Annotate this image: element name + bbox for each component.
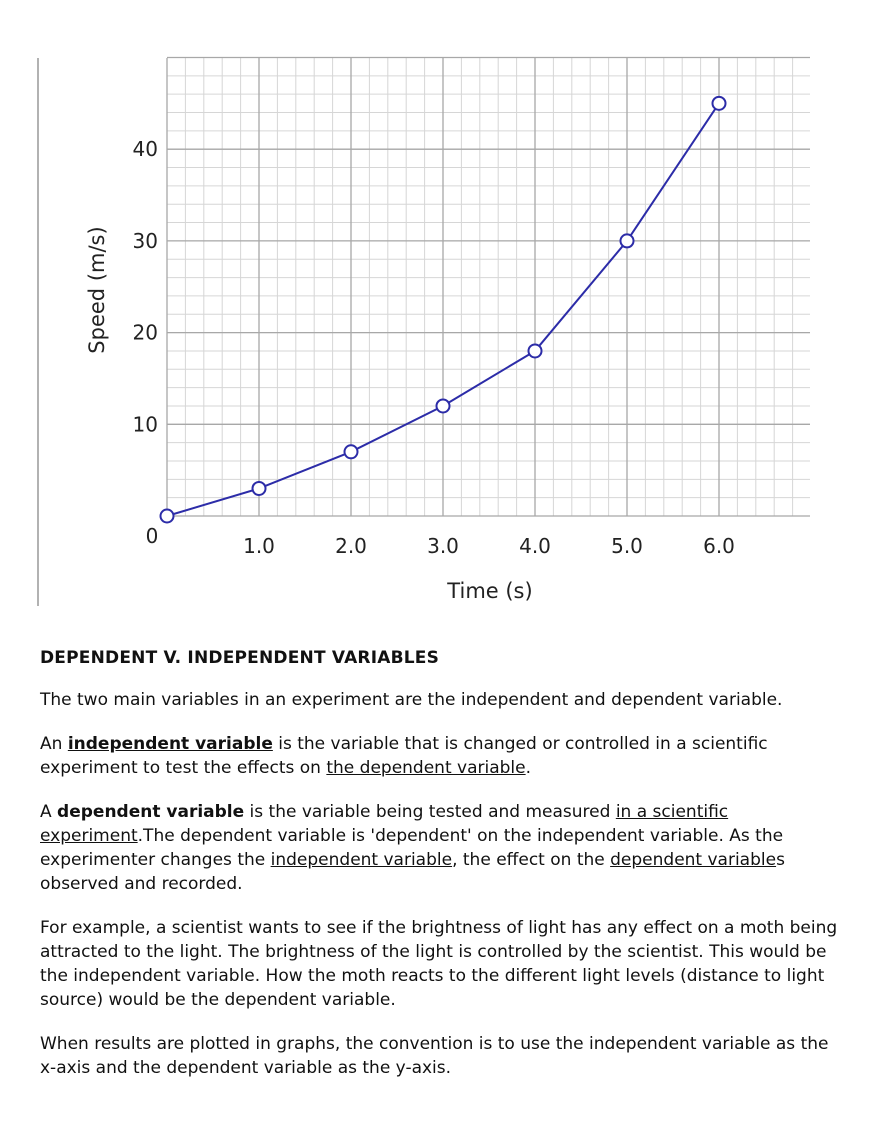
data-point (253, 482, 266, 495)
data-point (345, 445, 358, 458)
x-tick-label: 4.0 (519, 534, 551, 558)
data-point (713, 97, 726, 110)
y-tick-label: 20 (132, 320, 158, 345)
x-axis-label: Time (s) (447, 579, 533, 603)
text-fragment: An (40, 734, 68, 754)
text-fragment: is the variable being tested and measured (244, 802, 616, 822)
y-axis-label: Speed (m/s) (85, 226, 109, 354)
data-point (437, 399, 450, 412)
scientific-experiment-link[interactable]: in a scientific experiment (40, 802, 729, 846)
x-tick-label: 3.0 (427, 534, 459, 558)
dependent-variables-link[interactable]: dependent variable (610, 850, 777, 870)
y-tick-label: 40 (132, 137, 158, 162)
data-point (161, 510, 174, 523)
section-heading: DEPENDENT V. INDEPENDENT VARIABLES (40, 648, 440, 668)
x-tick-label: 5.0 (611, 534, 643, 558)
dependent-variable-link[interactable]: the dependent variable (326, 758, 526, 778)
data-point (621, 234, 634, 247)
data-point (529, 344, 542, 357)
dependent-variable-term: dependent variable (57, 802, 245, 822)
x-tick-label: 1.0 (243, 534, 275, 558)
text-fragment: s observed and recorded. (40, 850, 785, 894)
text-fragment: A (40, 802, 58, 822)
paragraph-intro: The two main variables in an experiment are the independent and dependent variable. (40, 690, 783, 710)
article (40, 646, 840, 1100)
paragraph-dependent (40, 800, 840, 896)
x-tick-label: 2.0 (335, 534, 367, 558)
origin-label: 0 (145, 524, 159, 548)
paragraph-example: For example, a scientist wants to see if the brightness of light has any effect on a moth being attracted to the light. The brightness of the light is controlled by the scientist. This would be the independent variable. How the moth reacts to the different light levels (distance to light source) would be the dependent variable. (40, 918, 838, 1010)
text-fragment: .The dependent variable is 'dependent' on the independent variable. As the experimenter changes the (40, 826, 784, 870)
paragraph-convention: When results are plotted in graphs, the convention is to use the independent variable as the x-axis and the dependent variable as the y-axis. (40, 1034, 829, 1078)
text-fragment: is the variable that is changed or controlled in a scientific experiment to test the effects on (40, 734, 768, 778)
text-fragment: , the effect on the (452, 850, 611, 870)
independent-variable-term: independent variable (67, 734, 273, 754)
y-tick-label: 10 (132, 412, 158, 437)
x-tick-label: 6.0 (703, 534, 735, 558)
text-fragment: . (525, 758, 532, 778)
paragraph-independent (40, 732, 840, 780)
independent-variable-link[interactable]: independent variable (270, 850, 453, 870)
y-tick-label: 30 (132, 228, 158, 253)
